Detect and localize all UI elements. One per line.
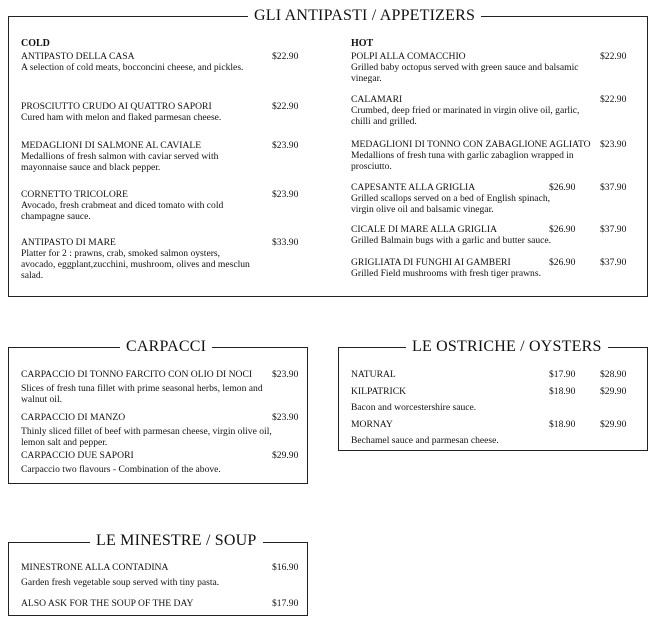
item-name: MEDAGLIONI DI SALMONE AL CAVIALE xyxy=(21,140,202,151)
item-name: POLPI ALLA COMACCHIO xyxy=(351,51,466,62)
item-price: $22.90 xyxy=(272,101,299,112)
menu-item xyxy=(351,386,541,413)
menu-item xyxy=(21,450,271,475)
item-desc: Platter for 2 : prawns, crab, smoked salmon oysters, avocado, eggplant,zucchini, mushroom, olives and mesclun salad. xyxy=(21,248,250,281)
item-desc: Garden fresh vegetable soup served with tiny pasta. xyxy=(21,577,220,588)
item-price-large: $29.90 xyxy=(600,419,627,430)
menu-item xyxy=(21,598,271,609)
menu-item xyxy=(21,369,271,405)
item-name: NATURAL xyxy=(351,369,396,380)
oysters-title: LE OSTRICHE / OYSTERS xyxy=(406,338,608,356)
item-desc: Medallions of fresh salmon with caviar served with mayonnaise sauce and black pepper. xyxy=(21,151,219,173)
item-desc: Bacon and worcestershire sauce. xyxy=(351,402,477,413)
item-price: $23.90 xyxy=(272,140,299,151)
item-price: $18.90 xyxy=(549,386,576,397)
item-price-large: $37.90 xyxy=(600,224,627,235)
item-desc: Bechamel sauce and parmesan cheese. xyxy=(351,435,499,446)
antipasti-title: GLI ANTIPASTI / APPETIZERS xyxy=(248,7,481,25)
menu-item xyxy=(351,139,596,172)
item-name: CALAMARI xyxy=(351,94,403,105)
item-name: ANTIPASTO DELLA CASA xyxy=(21,51,135,62)
menu-item xyxy=(21,51,261,73)
hot-heading: HOT xyxy=(351,38,374,49)
item-name: MORNAY xyxy=(351,419,393,430)
menu-item xyxy=(21,189,256,222)
item-price: $26.90 xyxy=(549,182,576,193)
item-name: CORNETTO TRICOLORE xyxy=(21,189,129,200)
item-name: GRIGLIATA DI FUNGHI AI GAMBERI xyxy=(351,257,511,268)
item-price: $16.90 xyxy=(272,562,299,573)
menu-item xyxy=(351,51,601,84)
item-price: $18.90 xyxy=(549,419,576,430)
item-desc: Thinly sliced fillet of beef with parmesan cheese, virgin olive oil, lemon salt and pepper. xyxy=(21,426,272,448)
item-price: $23.90 xyxy=(272,189,299,200)
item-price: $29.90 xyxy=(272,450,299,461)
item-name: MINESTRONE ALLA CONTADINA xyxy=(21,562,169,573)
item-desc: Slices of fresh tuna fillet with prime seasonal herbs, lemon and walnut oil. xyxy=(21,383,263,405)
item-name: CARPACCIO DI TONNO FARCITO CON OLIO DI NOCI xyxy=(21,369,253,380)
item-price-large: $37.90 xyxy=(600,182,627,193)
item-desc: Medallions of fresh tuna with garlic zabaglion wrapped in prosciutto. xyxy=(351,150,574,172)
item-price-large: $37.90 xyxy=(600,257,627,268)
cold-heading: COLD xyxy=(21,38,50,49)
menu-item xyxy=(351,369,521,380)
item-desc: Cured ham with melon and flaked parmesan cheese. xyxy=(21,112,222,123)
carpacci-title: CARPACCI xyxy=(120,338,212,356)
item-desc: Grilled Field mushrooms with fresh tiger prawns. xyxy=(351,268,541,279)
item-name: PROSCIUTTO CRUDO AI QUATTRO SAPORI xyxy=(21,101,212,112)
item-price: $22.90 xyxy=(272,51,299,62)
item-price: $33.90 xyxy=(272,237,299,248)
item-name: MEDAGLIONI DI TONNO CON ZABAGLIONE AGLIATO xyxy=(351,139,591,150)
item-price: $22.90 xyxy=(600,94,627,105)
item-name: ANTIPASTO DI MARE xyxy=(21,237,116,248)
menu-item xyxy=(351,94,601,127)
item-desc: Grilled baby octopus served with green sauce and balsamic vinegar. xyxy=(351,62,579,84)
menu-item xyxy=(351,419,541,446)
item-name: KILPATRICK xyxy=(351,386,407,397)
menu-item xyxy=(21,562,271,588)
menu-item xyxy=(351,182,551,215)
item-price: $26.90 xyxy=(549,257,576,268)
item-desc: Avocado, fresh crabmeat and diced tomato with cold champagne sauce. xyxy=(21,200,224,222)
item-desc: A selection of cold meats, bocconcini cheese, and pickles. xyxy=(21,62,244,73)
item-name: CARPACCIO DUE SAPORI xyxy=(21,450,134,461)
item-price: $17.90 xyxy=(549,369,576,380)
item-name: CARPACCIO DI MANZO xyxy=(21,412,126,423)
item-name: CICALE DI MARE ALLA GRIGLIA xyxy=(351,224,498,235)
item-price: $23.90 xyxy=(272,369,299,380)
soup-title: LE MINESTRE / SOUP xyxy=(90,532,263,550)
item-desc: Grilled scallops served on a bed of English spinach, virgin olive oil and balsamic vinegar. xyxy=(351,193,551,215)
item-desc: Crumbed, deep fried or marinated in virgin olive oil, garlic, chilli and grilled. xyxy=(351,105,580,127)
item-name: ALSO ASK FOR THE SOUP OF THE DAY xyxy=(21,598,194,609)
item-name: CAPESANTE ALLA GRIGLIA xyxy=(351,182,476,193)
menu-item xyxy=(21,237,256,281)
item-price-large: $29.90 xyxy=(600,386,627,397)
item-desc: Grilled Balmain bugs with a garlic and butter sauce. xyxy=(351,235,552,246)
item-price: $23.90 xyxy=(600,139,627,150)
item-price: $22.90 xyxy=(600,51,627,62)
item-price: $23.90 xyxy=(272,412,299,423)
item-price: $17.90 xyxy=(272,598,299,609)
item-price-large: $28.90 xyxy=(600,369,627,380)
item-price: $26.90 xyxy=(549,224,576,235)
menu-item xyxy=(21,412,276,448)
menu-item xyxy=(21,101,266,123)
item-desc: Carpaccio two flavours - Combination of the above. xyxy=(21,464,221,475)
menu-item xyxy=(21,140,256,173)
